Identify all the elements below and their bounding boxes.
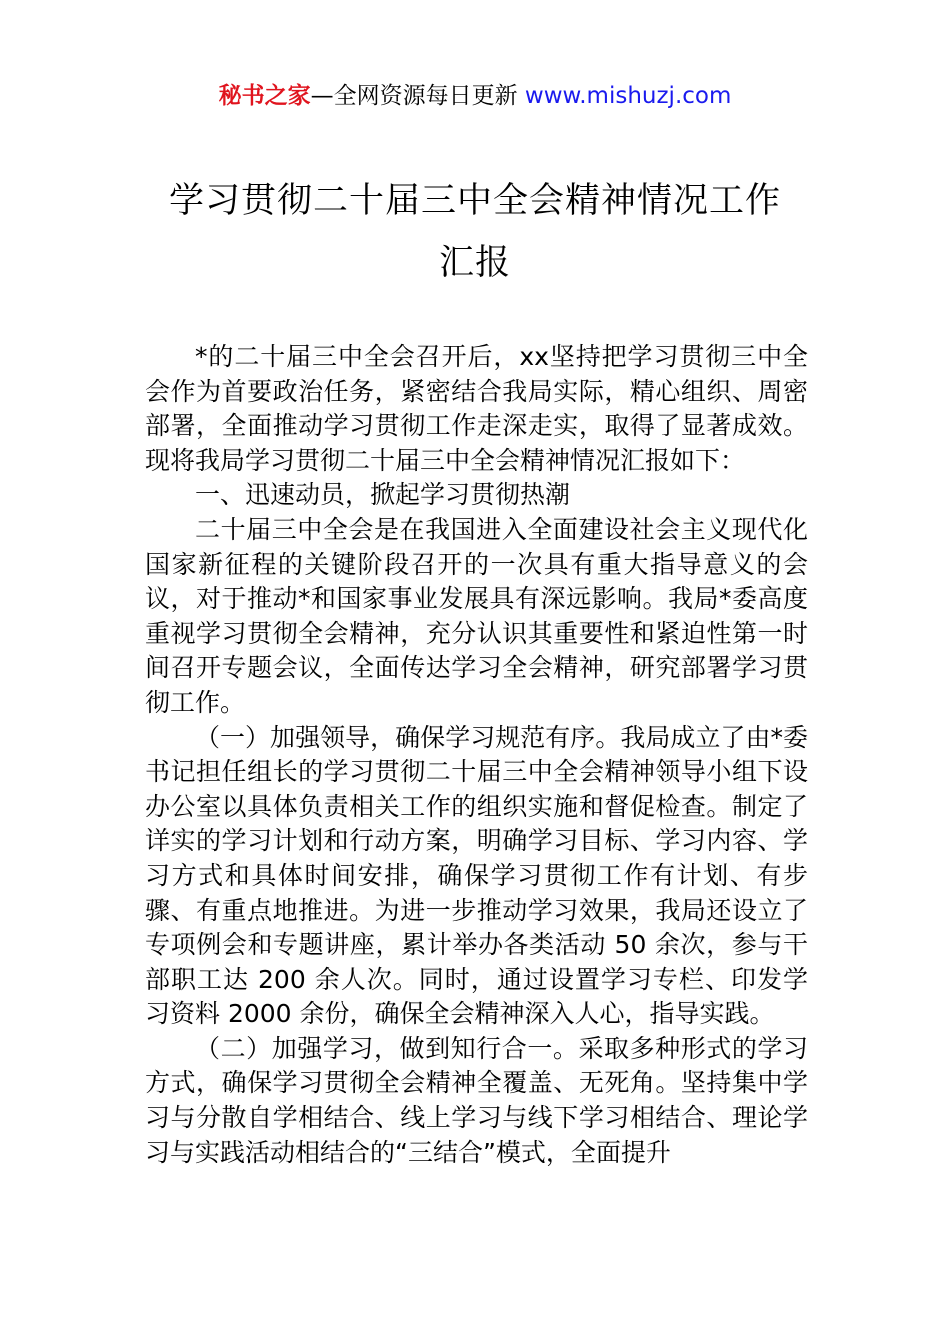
title-line-1: 学习贯彻二十届三中全会精神情况工作 [168,181,781,221]
site-url-link[interactable]: www.mishuzj.com [524,83,732,109]
intro-paragraph: *的二十届三中全会召开后，xx坚持把学习贯彻三中全会作为首要政治任务，紧密结合我局实际，精心组织、周密部署，全面推动学习贯彻工作走深走实，取得了显著成效。现将我局学习贯彻二十届三中全会精神情况汇报如下： [145,342,808,475]
document-body [145,340,808,1170]
title-line-2: 汇报 [438,243,511,283]
section-heading-1: 一、迅速动员，掀起学习贯彻热潮 [195,480,571,510]
brand-name: 秘书之家 [218,83,311,109]
header-tagline: —全网资源每日更新 [310,83,518,109]
site-header [0,80,950,112]
subsection-2-paragraph: （二）加强学习，做到知行合一。采取多种形式的学习方式，确保学习贯彻全会精神全覆盖、无死角。坚持集中学习与分散自学相结合、线上学习与线下学习相结合、理论学习与实践活动相结合的“三结合”模式，全面提升 [145,1033,808,1167]
section-1-paragraph: 二十届三中全会是在我国进入全面建设社会主义现代化国家新征程的关键阶段召开的一次具有重大指导意义的会议，对于推动*和国家事业发展具有深远影响。我局*委高度重视学习贯彻全会精神，充分认识其重要性和紧迫性第一时间召开专题会议，全面传达学习全会精神，研究部署学习贯彻工作。 [145,514,808,717]
document-title [145,170,805,294]
subsection-1-paragraph: （一）加强领导，确保学习规范有序。我局成立了由*委书记担任组长的学习贯彻二十届三中全会精神领导小组下设办公室以具体负责相关工作的组织实施和督促检查。制定了详实的学习计划和行动方案，明确学习目标、学习内容、学习方式和具体时间安排，确保学习贯彻工作有计划、有步骤、有重点地推进。为进一步推动学习效果，我局还设立了专项例会和专题讲座，累计举办各类活动 50 余次，参与干部职工达 200 余人次。同时，通过设置学习专栏、印发学习资料 2000 余份，确保全会精神深入人心，指导实践。 [145,722,808,1029]
